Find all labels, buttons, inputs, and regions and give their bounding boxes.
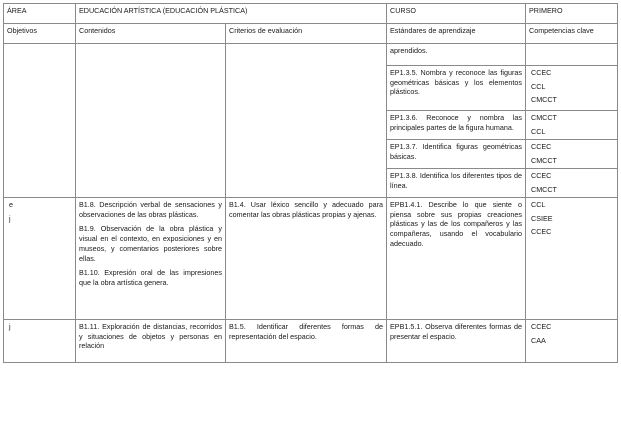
competence-code: CCEC (531, 322, 552, 331)
competences-cell (526, 198, 618, 320)
competences-cell (526, 44, 618, 66)
competence-code: CCL (531, 200, 546, 209)
col-contents: Contenidos (76, 24, 226, 44)
subject-title: EDUCACIÓN ARTÍSTICA (EDUCACIÓN PLÁSTICA) (76, 4, 387, 24)
content-item: B1.8. Descripción verbal de sensaciones y observaciones de las obras plásticas. (79, 200, 222, 219)
standard-text: EP1.3.7. Identifica figuras geométricas básicas. (387, 140, 526, 169)
competence-code: CCL (531, 81, 546, 91)
table-row (4, 320, 618, 363)
area-label: ÁREA (4, 4, 76, 24)
competence-code: CMCCT (531, 184, 557, 194)
competence-code: CCEC (531, 227, 552, 237)
objective-code: j (9, 322, 11, 331)
contents-cell (76, 44, 226, 198)
competences-cell (526, 169, 618, 198)
objectives-cell (4, 320, 76, 363)
standard-text: EP1.3.6. Reconoce y nombra las principales partes de la figura humana. (387, 111, 526, 140)
criteria-cell (226, 44, 387, 198)
objectives-cell (4, 198, 76, 320)
standard-text: EPB1.5.1. Observa diferentes formas de presentar el espacio. (387, 320, 526, 363)
table-header-row (4, 4, 618, 24)
competences-cell (526, 66, 618, 111)
competence-code: CAA (531, 335, 546, 345)
curriculum-table (3, 3, 618, 363)
competence-code: CCEC (531, 171, 552, 180)
criteria-cell: B1.4. Usar léxico sencillo y adecuado para comentar las obras plásticas propias y ajenas. (226, 198, 387, 320)
contents-cell (76, 198, 226, 320)
standard-text: EP1.3.5. Nombra y reconoce las figuras geométricas básicas y los elementos plásticos. (387, 66, 526, 111)
content-item: B1.9. Observación de la obra plástica y visual en el contexto, en exposiciones y en museos, y comentarios posteriores sobre ellas. (79, 224, 222, 263)
competence-code: CMCCT (531, 95, 557, 105)
competence-code: CMCCT (531, 113, 557, 122)
content-item: B1.10. Expresión oral de las impresiones que la obra artística genera. (79, 268, 222, 288)
course-label: CURSO (387, 4, 526, 24)
objective-code: e (9, 200, 13, 209)
standard-text: EPB1.4.1. Describe lo que siente o piensa sobre sus propias creaciones plásticas y las de los compañeros y las compañeras, usando el vocabulario adecuado. (387, 198, 526, 320)
col-competences: Competencias clave (526, 24, 618, 44)
competence-code: CCEC (531, 68, 552, 77)
competence-code: CCEC (531, 142, 552, 151)
competence-code: CCL (531, 126, 546, 136)
objective-code: j (9, 213, 11, 223)
competences-cell (526, 111, 618, 140)
criteria-cell: B1.5. Identificar diferentes formas de representación del espacio. (226, 320, 387, 363)
col-criteria: Criterios de evaluación (226, 24, 387, 44)
competences-cell (526, 140, 618, 169)
table-row (4, 44, 618, 66)
col-standards: Estándares de aprendizaje (387, 24, 526, 44)
objectives-cell (4, 44, 76, 198)
standard-continuation: aprendidos. (387, 44, 526, 66)
table-row (4, 198, 618, 320)
contents-cell: B1.11. Exploración de distancias, recorridos y situaciones de objetos y personas en relación (76, 320, 226, 363)
standard-text: EP1.3.8. Identifica los diferentes tipos de línea. (387, 169, 526, 198)
column-header-row (4, 24, 618, 44)
competence-code: CSIEE (531, 213, 553, 223)
course-value: PRIMERO (526, 4, 618, 24)
competence-code: CMCCT (531, 155, 557, 165)
competences-cell (526, 320, 618, 363)
col-objectives: Objetivos (4, 24, 76, 44)
